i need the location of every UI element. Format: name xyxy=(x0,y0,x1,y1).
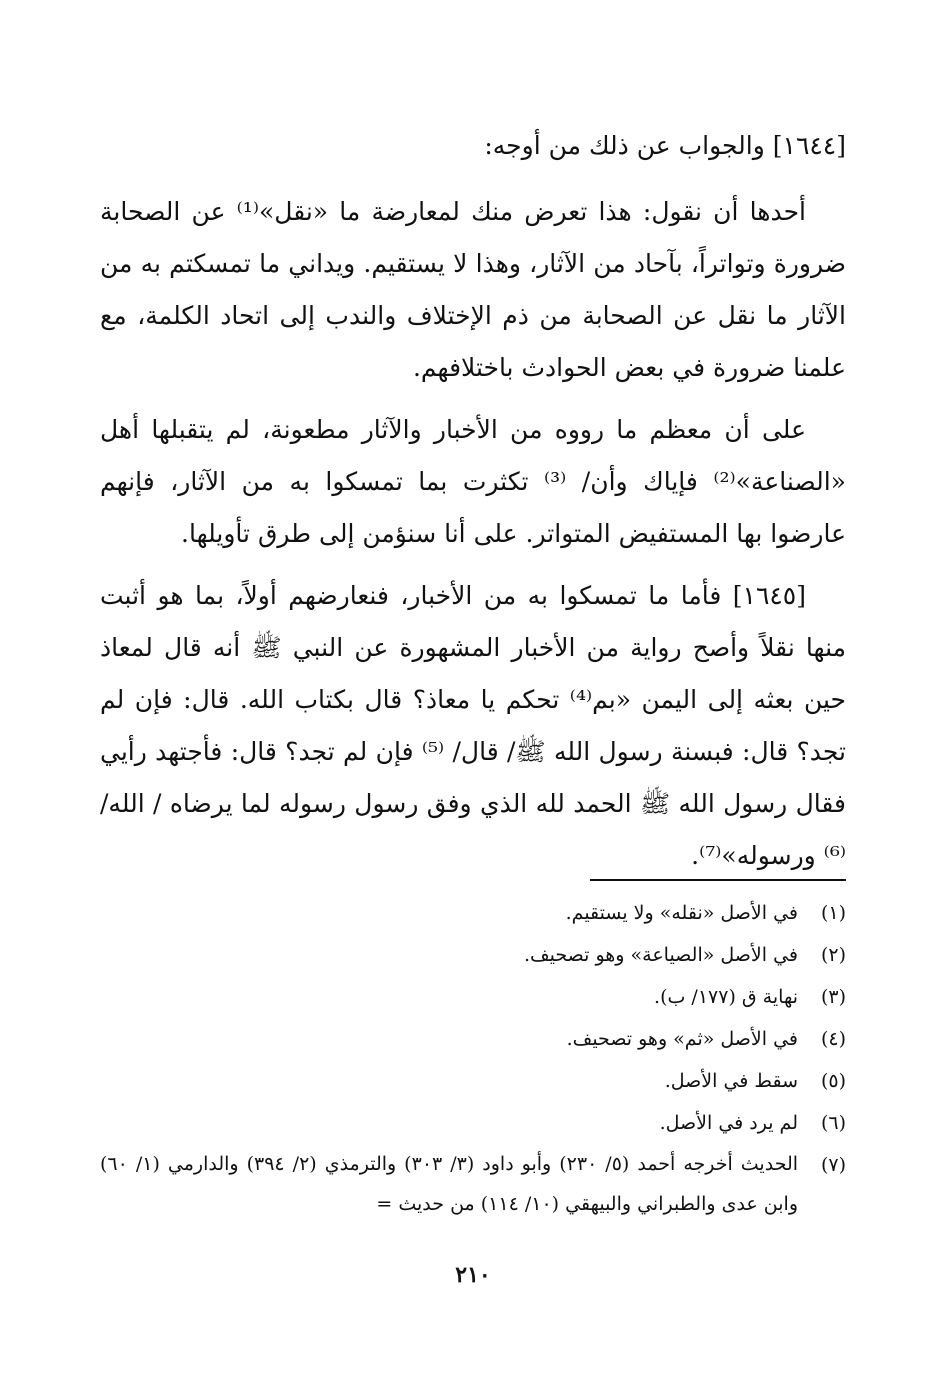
footnote-number: (٣) xyxy=(820,986,846,1008)
footnote-number: (٥) xyxy=(820,1070,846,1092)
footnote-text: نهاية ق (١٧٧/ ب). xyxy=(654,986,798,1008)
footnote-number: (٧) xyxy=(820,1154,846,1176)
footnote-number: (٤) xyxy=(820,1028,846,1050)
footnote-number: (٢) xyxy=(820,944,846,966)
footnote xyxy=(100,1102,846,1144)
paragraph: [١٦٤٥] فأما ما تمسكوا به من الأخبار، فنعارضهم أولاً، بما هو أثبت منها نقلاً وأصح رواية من الأخبار المشهورة عن النبي ﷺ أنه قال لمعاذ حين بعثه إلى اليمن «بم⁽⁴⁾ تحكم يا معاذ؟ قال بكتاب الله. قال: فإن لم تجد؟ قال: فبسنة رسول الله ﷺ/ قال/ ⁽⁵⁾ فإن لم تجد؟ قال: فأجتهد رأيي فقال رسول الله ﷺ الحمد لله الذي وفق رسول رسوله لما يرضاه / الله/ ⁽⁶⁾ ورسوله»⁽⁷⁾. xyxy=(100,581,847,870)
footnote-separator xyxy=(590,879,846,881)
footnote-text: في الأصل «نقله» ولا يستقيم. xyxy=(565,902,798,924)
footnote xyxy=(100,976,846,1018)
paragraph: على أن معظم ما رووه من الأخبار والآثار مطعونة، لم يتقبلها أهل «الصناعة»⁽²⁾ فإياك وأن/ ⁽³⁾ تكثرت بما تمسكوا به من الآثار، فإنهم عارضوا بها المستفيض المتواتر. على أنا سنؤمن إلى طرق تأويلها. xyxy=(100,415,846,548)
footnote-number: (١) xyxy=(820,902,846,924)
footnotes xyxy=(100,892,846,1224)
footnote xyxy=(100,892,846,934)
footnote-number: (٦) xyxy=(820,1112,846,1134)
footnote xyxy=(100,934,846,976)
footnote-text: سقط في الأصل. xyxy=(664,1070,798,1092)
footnote-text: في الأصل «ثم» وهو تصحيف. xyxy=(566,1028,798,1050)
page-number: ٢١٠ xyxy=(455,1262,491,1288)
footnote xyxy=(100,1144,846,1224)
section-heading: [١٦٤٤] والجواب عن ذلك من أوجه: xyxy=(484,131,846,160)
footnote-text: الحديث أخرجه أحمد (٥/ ٢٣٠) وأبو داود (٣/ ٣٠٣) والترمذي (٢/ ٣٩٤) والدارمي (١/ ٦٠) وابن عدى والطبراني والبيهقي (١٠/ ١١٤) من حديث = xyxy=(100,1153,799,1215)
paragraph: أحدها أن نقول: هذا تعرض منك لمعارضة ما «نقل»⁽¹⁾ عن الصحابة ضرورة وتواتراً، بآحاد من الآثار، وهذا لا يستقيم. ويداني ما تمسكتم به من الآثار ما نقل عن الصحابة من ذم الإختلاف والندب إلى اتحاد الكلمة، مع علمنا ضرورة في بعض الحوادث باختلافهم. xyxy=(100,197,846,382)
main-text xyxy=(100,120,846,892)
footnote xyxy=(100,1060,846,1102)
footnote xyxy=(100,1018,846,1060)
footnote-text: في الأصل «الصياعة» وهو تصحيف. xyxy=(523,944,798,966)
footnote-text: لم يرد في الأصل. xyxy=(659,1112,798,1134)
